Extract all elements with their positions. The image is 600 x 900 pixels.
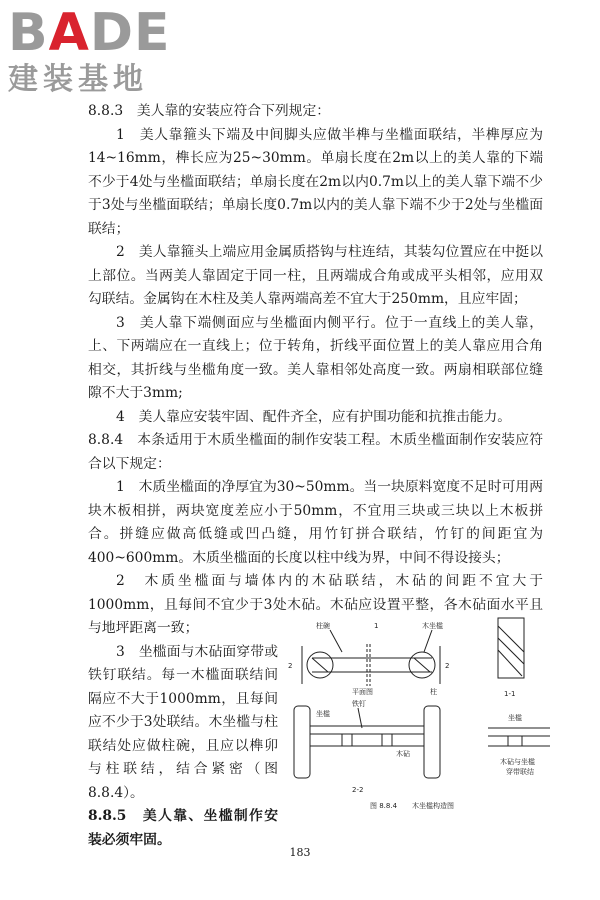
clause-8-8-4-item-3: 3 坐槛面与木砧面穿带或铁钉联结。每一木槛面联结间隔应不大于1000mm，且每间应不少于3处联结。木坐槛与柱联结处应做柱碗，且应以榫卯与柱联结，结合紧密（图8.8.4）。: [88, 643, 278, 801]
plan-hatch: [414, 658, 430, 672]
logo-chinese: 建装基地: [8, 62, 148, 97]
label-muzhen: 木砧: [396, 750, 410, 758]
label-tieding: 铁钉: [352, 700, 366, 708]
section-11-hatch: [498, 638, 524, 664]
figure-8-8-4: [282, 608, 552, 818]
elevation-column-left: [294, 706, 310, 778]
elevation-column-right: [424, 706, 440, 778]
label-section-22: 2-2: [352, 786, 364, 794]
clause-8-8-3-item-1: 1 美人靠箍头下端及中间脚头应做半榫与坐槛面联结，半榫厚应为14~16mm，榫长应为25~30mm。单扇长度在2m以上的美人靠的下端不少于4处与坐槛面联结；单扇长度在2m以内0.7m以上的美人靠下端不少于3处与坐槛面联结；单扇长度0.7m以内的美人靠下端不少于2处与坐槛面联结；: [88, 126, 543, 237]
logo-letter-b: B: [8, 3, 49, 63]
bade-logo: [6, 2, 176, 102]
label-section-11: 1-1: [504, 690, 516, 698]
clause-8-8-4-item-1: 1 木质坐槛面的净厚宜为30~50mm。当一块原料宽度不足时可用两块木板相拼，两块宽度差应小于50mm，不宜用三块或三块以上木板拼合。拼缝应做高低缝或凹凸缝，用竹钉拼合联结，竹钉的间距宜为400~600mm。木质坐槛面的长度以柱中线为界，中间不得设接头；: [88, 479, 543, 566]
clause-8-8-5: 8.8.5 美人靠、坐槛制作安装必须牢固。: [88, 808, 278, 848]
label-num1: 1: [374, 622, 379, 630]
clause-8-8-3-item-3: 3 美人靠下端侧面应与坐槛面内侧平行。位于一直线上的美人靠，上、下两端应在一直线上；位于转角，折线平面位置上的美人靠应用合角相交，其折线与坐槛角度一致。美人靠相邻处高度一致。两扇相联部位缝隙不大于3mm;: [88, 314, 543, 401]
leader-zhuwan: [330, 630, 342, 652]
logo-letters-de: DE: [89, 3, 171, 63]
clause-8-8-3-item-2: 2 美人靠箍头上端应用金属质搭钩与柱连结，其装勾位置应在中挺以上部位。当两美人靠固定于同一柱，且两端成合角或成平头相邻，应用双勾联结。金属钩在木柱及美人靠两端高差不宜大于250mm，且应牢固；: [88, 244, 543, 307]
label-num2-right: 2: [445, 662, 450, 670]
elevation-block: [382, 734, 392, 746]
label-zhu: 柱: [430, 688, 437, 696]
clause-8-8-3-heading: 8.8.3 美人靠的安装应符合下列规定：: [88, 103, 331, 119]
detail-block: [508, 736, 522, 746]
clause-8-8-4-heading: 8.8.4 本条适用于木质坐槛面的制作安装工程。木质坐槛面制作安装应符合以下规定：: [88, 432, 543, 472]
figure-caption-number: 图 8.8.4: [370, 802, 398, 810]
elevation-block: [342, 734, 352, 746]
label-muzuokan: 木坐槛: [422, 622, 443, 630]
page-number: 183: [289, 846, 311, 859]
logo-wordmark: [8, 2, 171, 64]
label-zhuwan: 柱碗: [316, 622, 330, 630]
figure-caption-title: 木坐槛构造图: [412, 802, 454, 810]
section-11-hatch: [498, 626, 524, 652]
label-muzhen-note: 木砧与坐槛: [500, 758, 535, 766]
label-chuandai: 穿带联结: [506, 768, 534, 776]
label-zuokan-b: 坐槛: [508, 714, 522, 722]
clause-8-8-4-item-2: 2 木质坐槛面与墙体内的木砧联结，木砧的间距不宜大于1000mm，且每间不宜少于3处木砧。木砧应设置平整，各木砧面水平且与地坪距离一致；: [88, 573, 543, 636]
label-num2-left: 2: [288, 662, 293, 670]
label-pingmian: 平面图: [352, 688, 373, 696]
label-zuokan-a: 坐槛: [316, 710, 330, 718]
clause-8-8-3-item-4: 4 美人靠应安装牢固、配件齐全，应有护围功能和抗推击能力。: [116, 408, 512, 425]
leader-tieding: [358, 708, 362, 728]
plan-hatch: [312, 658, 328, 672]
logo-letter-a: A: [48, 3, 90, 63]
elevation-seat: [310, 726, 424, 734]
section-11-hatch: [498, 650, 522, 676]
leader-muzuokan: [424, 630, 432, 652]
